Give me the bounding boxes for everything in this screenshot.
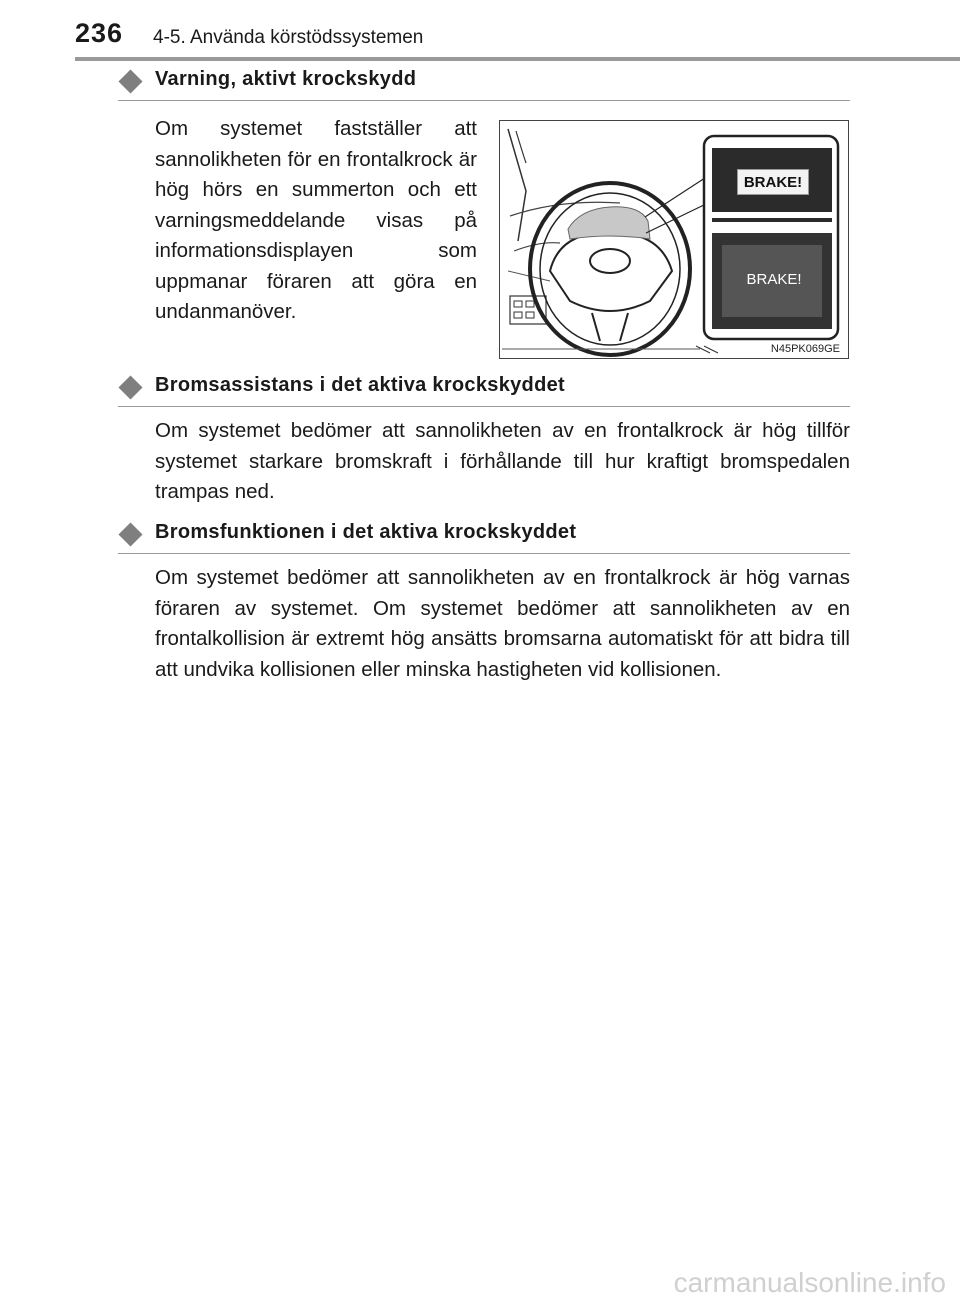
chapter-title: 4-5. Använda körstödssystemen xyxy=(153,27,424,48)
page-header xyxy=(0,0,960,60)
section-warning-body xyxy=(155,114,477,328)
heading-text: Bromsfunktionen i det aktiva krockskyddet xyxy=(155,521,577,543)
section-brake-assist xyxy=(118,372,850,407)
watermark: carmanualsonline.info xyxy=(673,1267,946,1298)
body-text: Om systemet bedömer att sannolikheten av en frontalkrock är hög varnas föraren av systemet. Om systemet bedömer att sannolikheten av en frontalkollision är extremt hög ansätts bromsarna automatiskt för att bidra till att undvika kollisionen eller minska hastigheten vid kollisionen. xyxy=(155,566,850,681)
section-heading xyxy=(118,66,850,101)
bullet-diamond-icon xyxy=(118,69,142,93)
figure-code: N45PK069GE xyxy=(770,343,840,355)
heading-text: Varning, aktivt krockskydd xyxy=(155,68,417,90)
section-brake-function xyxy=(118,519,850,554)
section-heading xyxy=(118,519,850,554)
body-text: Om systemet fastställer att sannolikheten för en frontalkrock är hög hörs en summerton och ett varningsmeddelande visas på informationsdisplayen som uppmanar föraren att göra en undanmanöver. xyxy=(155,117,477,323)
bullet-diamond-icon xyxy=(118,375,142,399)
section-warning xyxy=(118,66,850,101)
body-text: Om systemet bedömer att sannolikheten av en frontalkrock är hög tillför systemet starkare bromskraft i förhållande till hur kraftigt bromspedalen trampas ned. xyxy=(155,419,850,503)
section-heading xyxy=(118,372,850,407)
dashboard-illustration xyxy=(499,120,849,359)
section-brake-function-body xyxy=(155,563,850,685)
header-rule xyxy=(75,57,960,61)
page-number: 236 xyxy=(75,18,124,48)
section-brake-assist-body xyxy=(155,416,850,508)
bullet-diamond-icon xyxy=(118,522,142,546)
brake-warning-bottom: BRAKE! xyxy=(746,271,802,288)
brake-warning-top: BRAKE! xyxy=(737,169,809,195)
heading-text: Bromsassistans i det aktiva krockskyddet xyxy=(155,374,565,396)
dashboard-drawing xyxy=(500,121,848,358)
